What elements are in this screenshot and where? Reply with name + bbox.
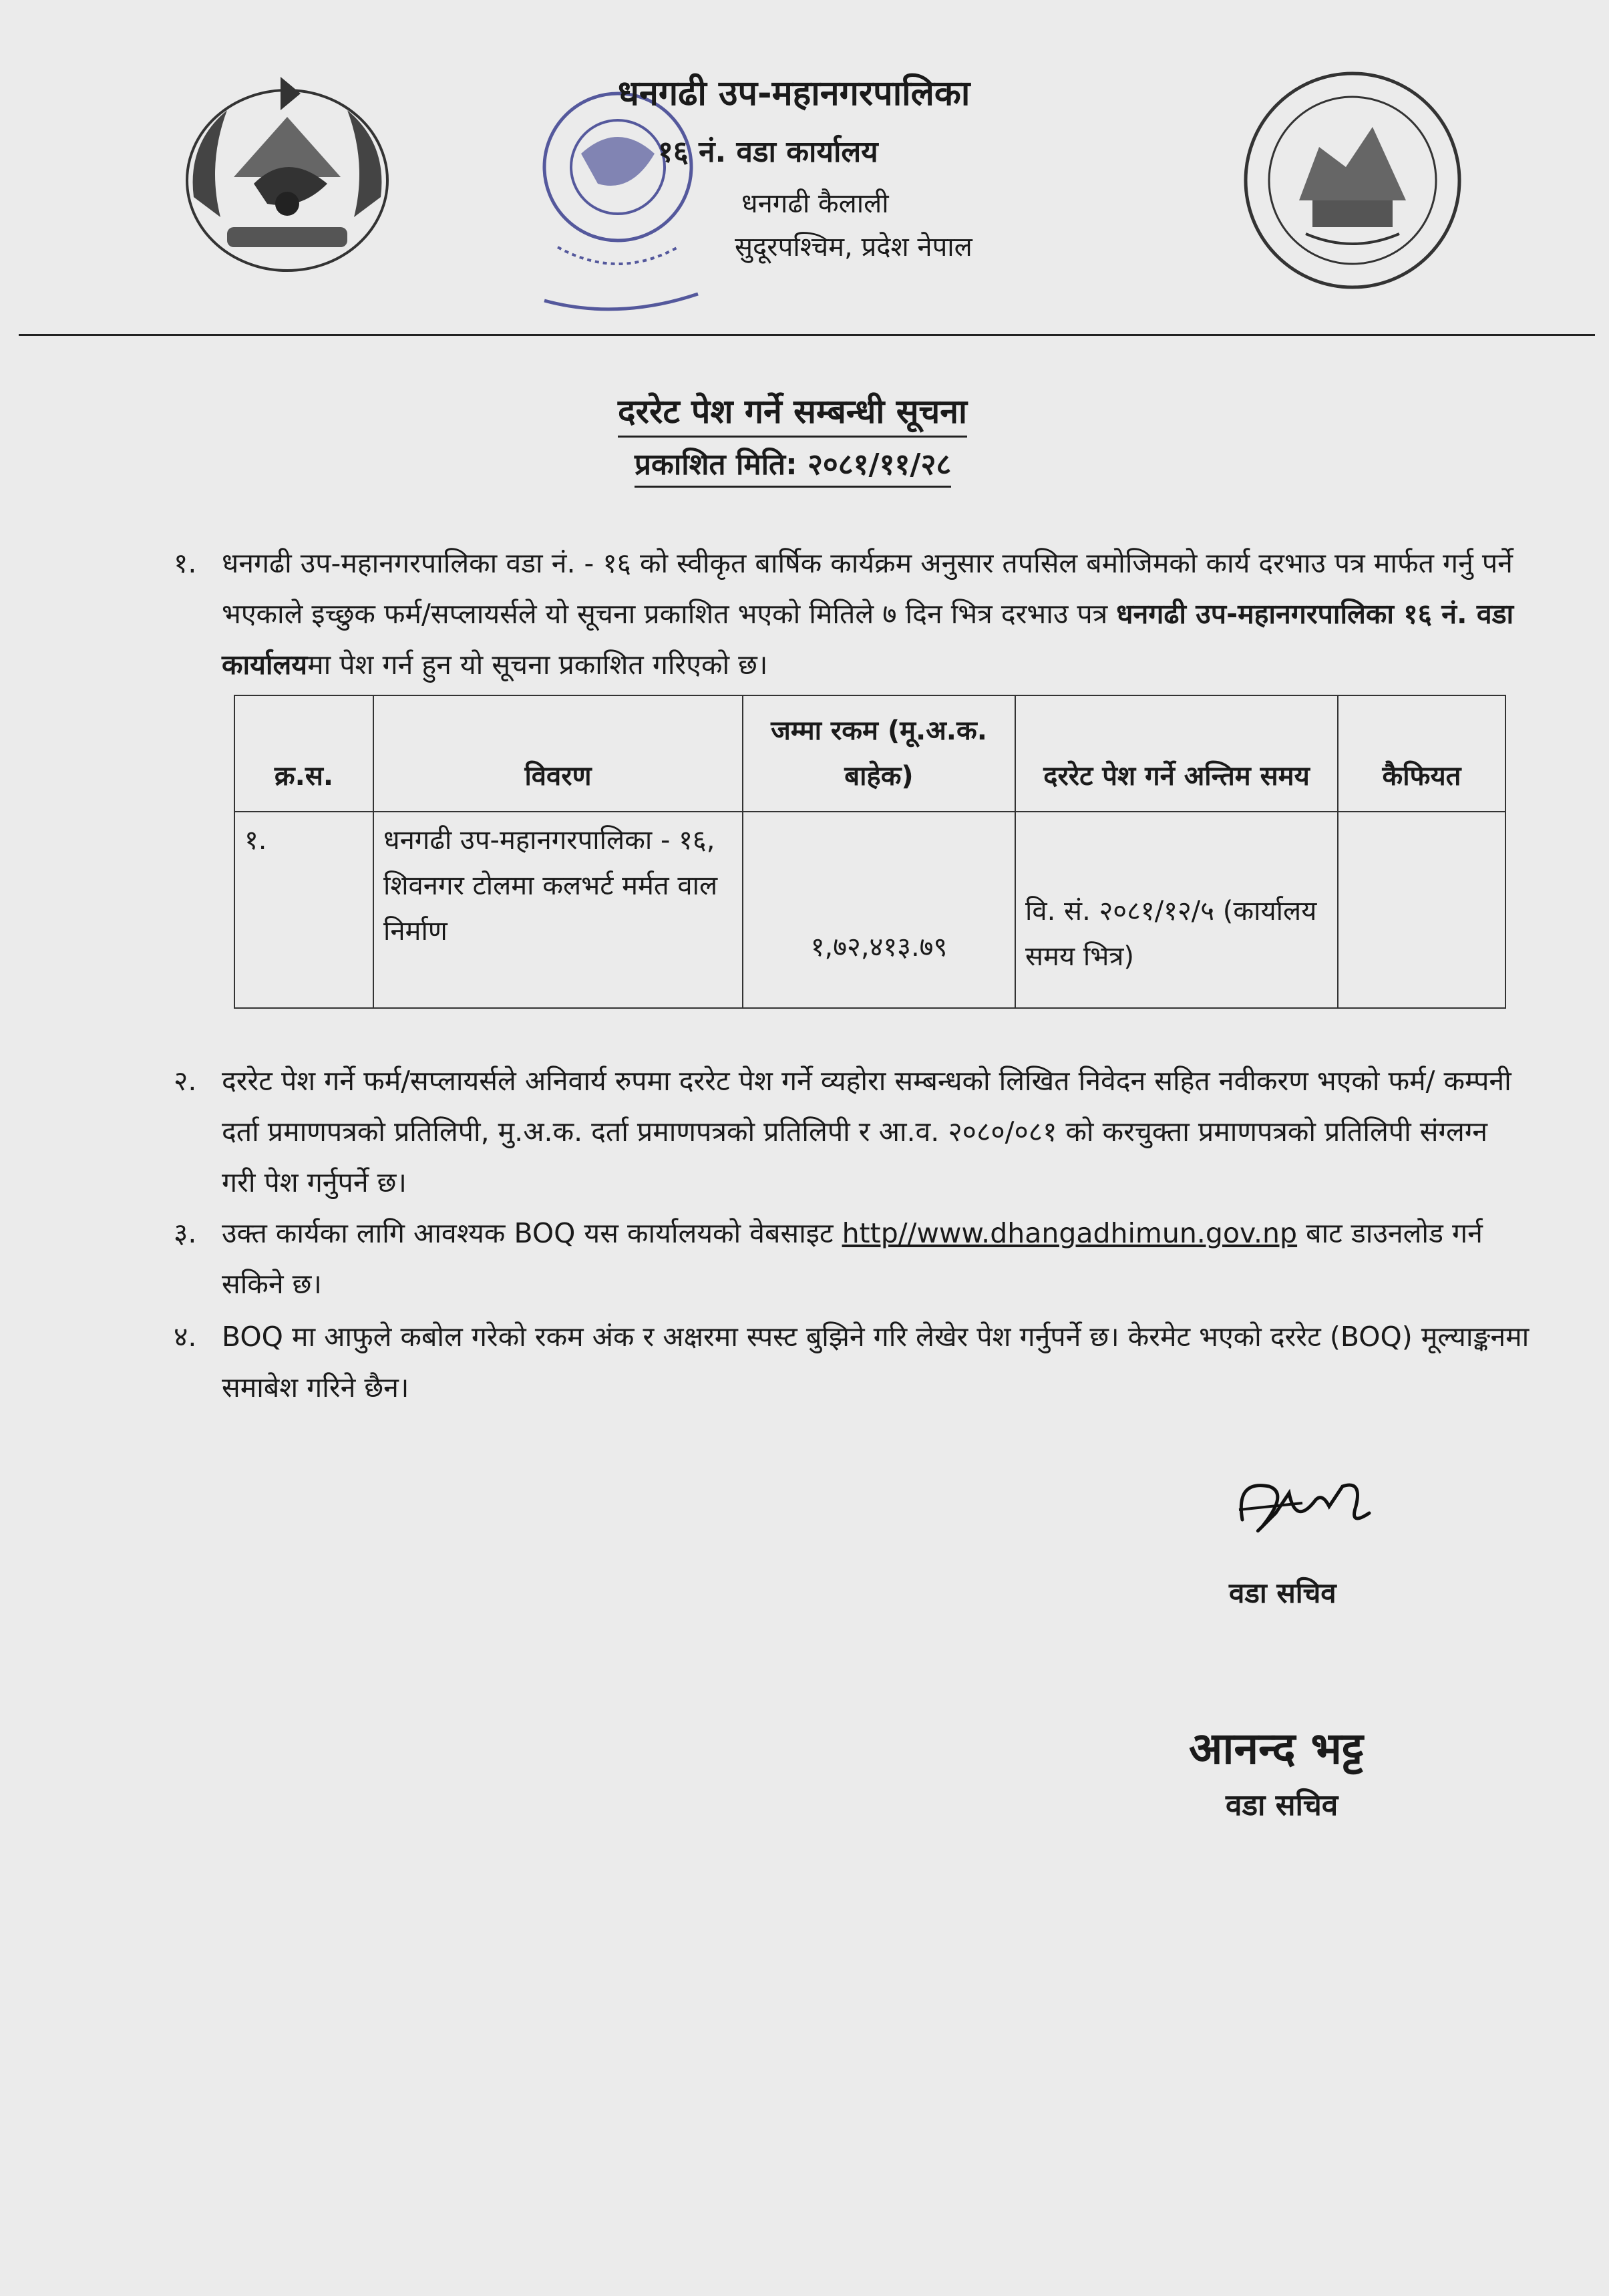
org-name: धनगढी उप-महानगरपालिका [618,73,970,114]
office-name: १६ नं. वडा कार्यालय [658,135,878,169]
header-divider [19,334,1595,336]
col-header-sn: क्र.स. [234,695,373,812]
point-2 [174,1055,1530,1208]
point-text: दररेट पेश गर्ने फर्म/सप्लायर्सले अनिवार्य रुपमा दररेट पेश गर्ने व्यहोरा सम्बन्धको लिखित निवेदन सहित नवीकरण भएको फर्म/ कम्पनी दर्ता प्रमाणपत्रको प्रतिलिपी, मु.अ.क. दर्ता प्रमाणपत्रको प्रतिलिपी र आ.व. २०८०/०८१ को करचुक्ता प्रमाणपत्रको प्रतिलिपी संग्लग्न गरी पेश गर्नुपर्ने छ। [222,1065,1511,1198]
point-text-part: उक्त कार्यका लागि आवश्यक BOQ यस कार्यालयको वेबसाइट [222,1217,842,1249]
point-4 [174,1311,1530,1413]
website-link[interactable]: http//www.dhangadhimun.gov.np [842,1217,1298,1249]
office-name-bold: धनगढी उप-महानगरपालिका १६ नं. वडा कार्यालय [222,598,1514,681]
col-header-description: विवरण [373,695,743,812]
col-header-deadline: दररेट पेश गर्ने अन्तिम समय [1015,695,1338,812]
point-number: ४. [174,1321,197,1353]
tender-table [234,695,1506,1009]
cell-remarks [1338,812,1505,1008]
municipality-seal-icon [1239,67,1466,294]
cell-amount: १,७२,४१३.७९ [743,812,1015,1008]
signature-icon [1229,1466,1389,1553]
cell-deadline: वि. सं. २०८१/१२/५ (कार्यालय समय भित्र) [1015,812,1338,1008]
nepal-government-emblem-icon [167,63,407,284]
point-text-part: मा पेश गर्न हुन यो सूचना प्रकाशित गरिएको छ। [307,649,768,681]
point-text-part: बाट डाउनलोड गर्न सकिने छ। [222,1217,1483,1300]
table-header-row [234,695,1505,812]
point-text-part: धनगढी उप-महानगरपालिका वडा नं. - १६ को स्वीकृत बार्षिक कार्यक्रम अनुसार तपसिल बमोजिमको कार्य दरभाउ पत्र मार्फत गर्नु पर्ने भएकाले इच्छुक फर्म/सप्लायर्सले यो सूचना प्रकाशित भएको मितिले ७ दिन भित्र दरभाउ पत्र [222,547,1513,630]
office-province: सुदूरपश्चिम, प्रदेश नेपाल [735,232,972,263]
published-date: प्रकाशित मिति: २०८१/११/२८ [635,443,951,488]
signatory-title: वडा सचिव [1229,1577,1336,1609]
table-row [234,812,1505,1008]
ward-office-stamp-icon [518,80,758,334]
col-header-amount: जम्मा रकम (मू.अ.क. बाहेक) [743,695,1015,812]
point-number: १. [174,547,197,579]
point-number: २. [174,1065,197,1097]
point-text: BOQ मा आफुले कबोल गरेको रकम अंक र अक्षरमा स्पस्ट बुझिने गरि लेखेर पेश गर्नुपर्ने छ। केरमेट भएको दररेट (BOQ) मूल्याङ्कनमा समाबेश गरिने छैन। [222,1321,1530,1404]
cell-description: धनगढी उप-महानगरपालिका - १६, शिवनगर टोलमा कलभर्ट मर्मत वाल निर्माण [373,812,743,1008]
point-number: ३. [174,1217,197,1249]
point-1 [174,538,1530,690]
point-text [222,538,1530,690]
notice-title: दररेट पेश गर्ने सम्बन्धी सूचना [618,387,967,438]
cell-sn: १. [234,812,373,1008]
signatory-title-stamp: वडा सचिव [1226,1788,1338,1822]
col-header-remarks: कैफियत [1338,695,1505,812]
point-text [222,1208,1530,1309]
signatory-name: आनन्द भट्ट [1189,1723,1364,1774]
office-place: धनगढी कैलाली [741,188,889,219]
point-3 [174,1208,1530,1309]
